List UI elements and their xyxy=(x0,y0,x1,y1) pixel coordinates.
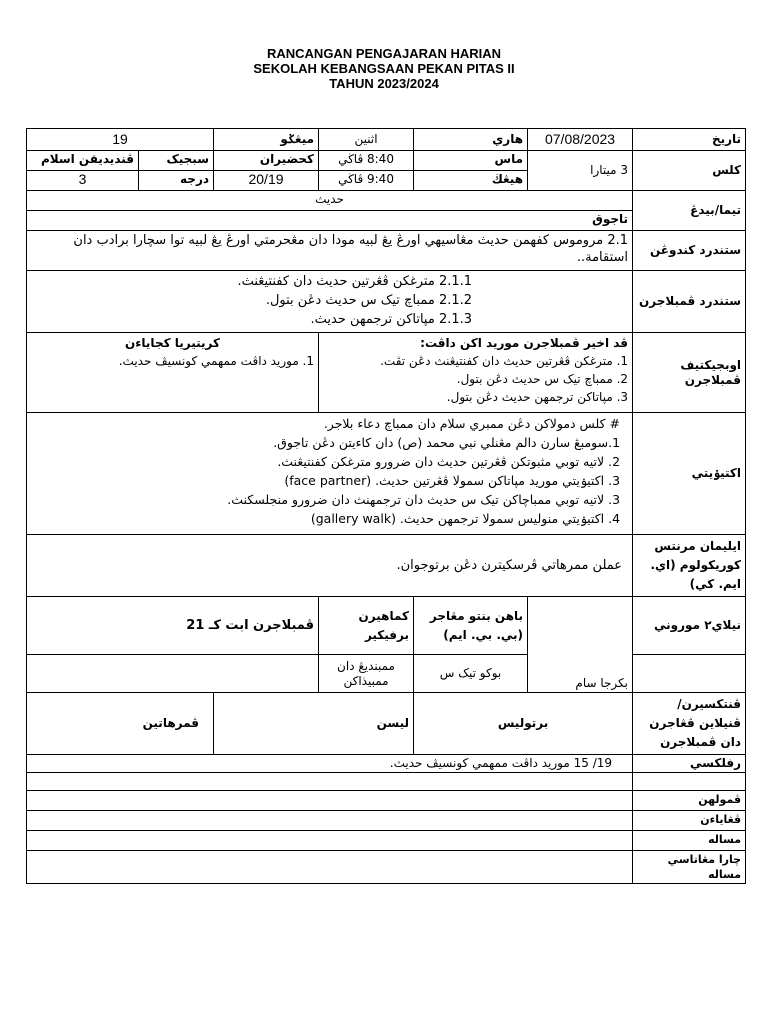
bbm-label: باهن بنتو مڠاجر (بي. بي. ايم) xyxy=(414,597,528,655)
darjah-label: درجه xyxy=(139,171,214,191)
hingga-value: 9:40 ڤاڬي xyxy=(319,171,414,191)
row-content-standard xyxy=(27,231,746,271)
empty-value xyxy=(27,773,633,791)
sk-label: ستندرد كندوڠن xyxy=(633,231,746,271)
tema-value: حديث xyxy=(27,191,633,211)
cara-value xyxy=(27,851,633,884)
subjek-value: ڤنديديقن اسلام xyxy=(27,151,139,171)
row-reflection xyxy=(27,755,746,773)
row-class xyxy=(27,151,746,171)
row-empty xyxy=(27,773,746,791)
kelas-value: 3 ميتارا xyxy=(528,151,633,191)
pab-label: ڤمبلاجرن ابت کـ 21 xyxy=(27,597,319,655)
empty-label xyxy=(633,773,746,791)
masa-value: 8:40 ڤاڬي xyxy=(319,151,414,171)
minggu-label: ميڠݢو xyxy=(214,129,319,151)
nilai-label: نيلاي٢ موروني xyxy=(633,597,746,655)
lisan-label: ليسن xyxy=(214,693,414,755)
aktiviti-item-2: 2. لاتيه توبي مثبوتكن ڤڠرتين حديث دان ضرورو مترغكن كفنتيڠنث. xyxy=(277,454,621,469)
hari-value: اثنين xyxy=(319,129,414,151)
sp-item-1: 2.1.1 مترغكن ڤڠرتين حديث دان كفنتيڠنث. xyxy=(237,274,473,289)
minggu-value: 19 xyxy=(27,129,214,151)
row-enrichment xyxy=(27,811,746,831)
refleksi-text: 19/ 15 موريد داڤت ممهمي كونسيڤ حديث. xyxy=(27,755,633,773)
objektif-intro: ڤد اخير ڤمبلاجرن موريد اكن داڤت: xyxy=(420,336,629,350)
sp-item-2: 2.1.2 ممباچ تيک س حديث دڠن بتول. xyxy=(265,293,473,308)
emk-label: ايليمان مرنتس كوريكولوم (اي. ايم. كي) xyxy=(633,535,746,597)
aktiviti-item-5: 4. اكتيۏيتي منوليس سمولا ترجمهن حديث. (gallery walk) xyxy=(310,511,621,526)
row-objectives xyxy=(27,333,746,413)
row-values-header xyxy=(27,597,746,655)
fokus-label: ڤنتكسيرن/ ڤنيلاين ڤڠاجرن دان ڤمبلاجرن xyxy=(633,693,746,755)
masalah-value xyxy=(27,831,633,851)
pab-blank xyxy=(27,655,319,693)
row-remedial xyxy=(27,791,746,811)
pemulihan-value xyxy=(27,791,633,811)
kemahiran-value: ممبنديڠ دان ممبيذاكن xyxy=(319,655,414,693)
sp-list xyxy=(27,271,633,333)
row-problem xyxy=(27,831,746,851)
aktiviti-item-0: # كلس دمولاكن دڠن ممبري سلام دان ممباچ دعاء بلاجر. xyxy=(323,416,621,431)
sp-label: ستندرد ڤمبلاجرن xyxy=(633,271,746,333)
sp-item-3: 2.1.3 مڽاتاكن ترجمهن حديث. xyxy=(310,312,473,327)
cara-label: چارا مڠاتاسي مساله xyxy=(633,851,746,884)
row-solution xyxy=(27,851,746,884)
header-school: SEKOLAH KEBANGSAAN PEKAN PITAS II xyxy=(253,61,515,76)
objektif-item-2: 2. ممباچ تيک س حديث دڠن بتول. xyxy=(456,372,629,386)
kelas-label: كلس xyxy=(633,151,746,191)
row-assessment xyxy=(27,693,746,755)
lesson-plan-table xyxy=(26,128,746,884)
bertulis-label: برتوليس xyxy=(414,693,633,755)
aktiviti-item-3: 3. اكتيۏيتي موريد مڽاتاكن سمولا ڤڠرتين حديث. (face partner) xyxy=(284,473,621,488)
aktiviti-label: اكتيۏيتي xyxy=(633,413,746,535)
pengayaan-value xyxy=(27,811,633,831)
nilai-value: بكرجا سام xyxy=(528,597,633,693)
tajuk-label: تاجوق xyxy=(27,211,633,231)
darjah-value: 3 xyxy=(27,171,139,191)
row-values-body xyxy=(27,655,746,693)
kehadiran-label: كحضيران xyxy=(214,151,319,171)
kriteria-text: 1. موريد داڤت ممهمي كونسيڤ حديث. xyxy=(118,354,315,368)
objektif-label: اوبجيكتيف ڤمبلاجرن xyxy=(633,333,746,413)
kriteria-label: كريتيريا كجاياءن xyxy=(125,336,220,350)
aktiviti-item-1: 1.سومبڠ سارن دالم مڠنلي نبي محمد (ص) دان كاءيتن دڠن تاجوق. xyxy=(273,435,621,450)
sk-text: 2.1 مروموس كفهمن حديث مڠاسيهي اورڠ يڠ لبيه مودا دان مڠحرمتي اورڠ يڠ لبيه توا سچارا برادب دان استقامة.. xyxy=(27,231,633,271)
row-emk xyxy=(27,535,746,597)
emk-text: عملن ممرهاتي ڤرسكيترن دڠن برتوجوان. xyxy=(27,535,633,597)
masa-label: ماس xyxy=(414,151,528,171)
header-title: RANCANGAN PENGAJARAN HARIAN xyxy=(266,46,501,61)
masalah-label: مساله xyxy=(633,831,746,851)
objektif-item-3: 3. مڽاتاكن ترجمهن حديث دڠن بتول. xyxy=(446,390,629,404)
kriteria-cell xyxy=(27,333,319,413)
tarikh-label: تاريخ xyxy=(633,129,746,151)
header-year: TAHUN 2023/2024 xyxy=(329,76,439,91)
pengayaan-label: ڤڠاياءن xyxy=(633,811,746,831)
tarikh-value: 07/08/2023 xyxy=(528,129,633,151)
document-header xyxy=(0,46,768,91)
row-date xyxy=(27,129,746,151)
row-learning-standard xyxy=(27,271,746,333)
bbm-value: بوكو تيک س xyxy=(414,655,528,693)
tema-label: تيما/بيدڠ xyxy=(633,191,746,231)
objektif-item-1: 1. مترغكن ڤڠرتين حديث دان كفنتيڠنث دڠن تڤت. xyxy=(380,354,629,368)
kehadiran-value: 20/19 xyxy=(214,171,319,191)
objektif-list xyxy=(319,333,633,413)
kemahiran-label: كماهيرن برفيكير xyxy=(319,597,414,655)
row-activities xyxy=(27,413,746,535)
pemerhatian-label: ڤمرهاتين xyxy=(27,693,214,755)
hingga-label: هيڠڬ xyxy=(414,171,528,191)
subjek-label: سبجيک xyxy=(139,151,214,171)
refleksi-label: رفلكسي xyxy=(633,755,746,773)
nilai-blank xyxy=(633,655,746,693)
aktiviti-item-4: 3. لاتيه توبي ممباچاكن تيک س حديث دان ترجمهنث دان ضرورو منجلسكنث. xyxy=(227,492,621,507)
hari-label: هاري xyxy=(414,129,528,151)
row-theme xyxy=(27,191,746,211)
aktiviti-list xyxy=(27,413,633,535)
pemulihan-label: ڤمولهن xyxy=(633,791,746,811)
